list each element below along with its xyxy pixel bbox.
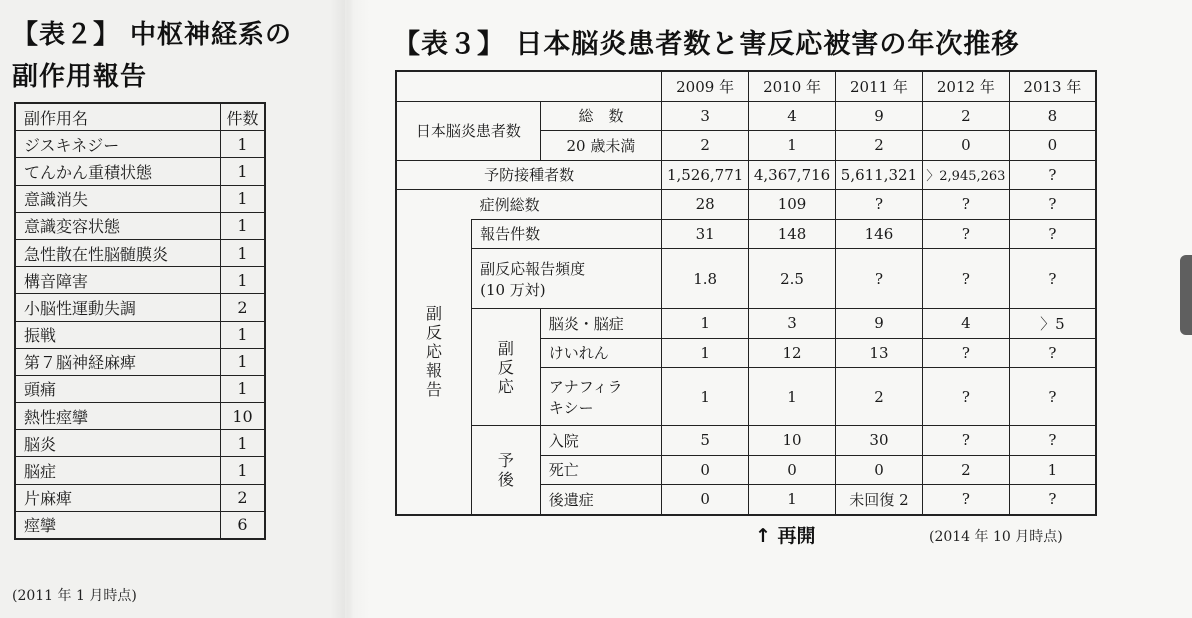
table2-row bbox=[15, 321, 265, 348]
side-effect-count: 6 bbox=[221, 511, 266, 539]
cell: 2 bbox=[922, 101, 1009, 131]
vaccinated-row bbox=[396, 160, 1096, 190]
cell: ? bbox=[922, 368, 1009, 426]
table2-title-line1: 【表２】 中枢神経系の bbox=[12, 20, 293, 50]
cell: 0 bbox=[662, 455, 749, 485]
side-effect-count: 10 bbox=[221, 403, 266, 430]
cell: ? bbox=[1009, 485, 1096, 515]
table2-row bbox=[15, 484, 265, 511]
cell: 8 bbox=[1009, 101, 1096, 131]
patients-under20-label: 20 歳未満 bbox=[540, 131, 661, 161]
cell: 1,526,771 bbox=[662, 160, 749, 190]
cell: ? bbox=[1009, 249, 1096, 309]
anaphylaxis-label bbox=[540, 368, 661, 426]
side-effect-count: 1 bbox=[221, 375, 266, 402]
year-header: 2010 年 bbox=[749, 71, 836, 101]
table2-title-line2: 副作用報告 bbox=[12, 62, 148, 92]
side-effect-name: 急性散在性脳髄膜炎 bbox=[15, 239, 221, 266]
table3-annual-trend bbox=[395, 70, 1097, 516]
cell: 1 bbox=[749, 368, 836, 426]
cell: ? bbox=[1009, 190, 1096, 220]
table2-row bbox=[15, 212, 265, 239]
side-effect-name: 意識消失 bbox=[15, 185, 221, 212]
table2-note: (2011 年 1 月時点) bbox=[12, 588, 137, 604]
cell: 0 bbox=[922, 131, 1009, 161]
side-effect-name: 小脳性運動失調 bbox=[15, 294, 221, 321]
reopen-marker: ↑ 再開 bbox=[755, 525, 816, 547]
total-cases-label: 症例総数 bbox=[472, 190, 662, 220]
side-effect-name: 意識変容状態 bbox=[15, 212, 221, 239]
side-effect-count: 1 bbox=[221, 185, 266, 212]
encephalitis-row bbox=[396, 309, 1096, 339]
side-effect-count: 1 bbox=[221, 430, 266, 457]
cell: ? bbox=[1009, 426, 1096, 456]
cell: 0 bbox=[836, 455, 923, 485]
year-header: 2013 年 bbox=[1009, 71, 1096, 101]
cell: 1 bbox=[662, 309, 749, 339]
cell: 13 bbox=[836, 338, 923, 368]
table2-row bbox=[15, 403, 265, 430]
table2-row bbox=[15, 430, 265, 457]
cell: 28 bbox=[662, 190, 749, 220]
cell: 2 bbox=[662, 131, 749, 161]
side-effect-name: 脳炎 bbox=[15, 430, 221, 457]
cell: 2 bbox=[836, 131, 923, 161]
year-header: 2011 年 bbox=[836, 71, 923, 101]
hospital-label: 入院 bbox=[540, 426, 661, 456]
cell: 109 bbox=[749, 190, 836, 220]
table2-row bbox=[15, 511, 265, 539]
cell: 5 bbox=[662, 426, 749, 456]
side-effect-name: 熱性痙攣 bbox=[15, 403, 221, 430]
side-effect-count: 1 bbox=[221, 348, 266, 375]
cell: ? bbox=[836, 249, 923, 309]
cell: 12 bbox=[749, 338, 836, 368]
side-effect-count: 1 bbox=[221, 212, 266, 239]
cell: 1.8 bbox=[662, 249, 749, 309]
cell: 3 bbox=[749, 309, 836, 339]
sequelae-label: 後遺症 bbox=[540, 485, 661, 515]
anaphylaxis-label-line1: アナフィラ bbox=[548, 377, 623, 396]
table3-corner-cell bbox=[396, 71, 662, 101]
table2-row bbox=[15, 131, 265, 158]
cell: ? bbox=[922, 190, 1009, 220]
cell: 1 bbox=[749, 131, 836, 161]
cell: 5,611,321 bbox=[836, 160, 923, 190]
table3-year-row bbox=[396, 71, 1096, 101]
table2-row bbox=[15, 267, 265, 294]
patients-total-row bbox=[396, 101, 1096, 131]
death-label: 死亡 bbox=[540, 455, 661, 485]
anaphylaxis-label-line2: キシー bbox=[548, 398, 594, 417]
table2-row bbox=[15, 185, 265, 212]
side-effect-count: 1 bbox=[221, 457, 266, 484]
report-group-label bbox=[396, 190, 472, 515]
reaction-group-text: 副 反 応 bbox=[497, 338, 514, 396]
cell: ? bbox=[922, 338, 1009, 368]
side-effect-count: 1 bbox=[221, 239, 266, 266]
side-effect-count: 1 bbox=[221, 267, 266, 294]
side-effect-count: 1 bbox=[221, 158, 266, 185]
table2-row bbox=[15, 158, 265, 185]
hospital-row bbox=[396, 426, 1096, 456]
patients-total-label: 総 数 bbox=[540, 101, 661, 131]
cell: 9 bbox=[836, 101, 923, 131]
cell: ? bbox=[1009, 338, 1096, 368]
cell: 10 bbox=[749, 426, 836, 456]
cell: 〉2,945,263 bbox=[922, 160, 1009, 190]
cell: 0 bbox=[749, 455, 836, 485]
binder-edge-mark bbox=[1180, 255, 1192, 335]
total-cases-row bbox=[396, 190, 1096, 220]
table3-note: (2014 年 10 月時点) bbox=[929, 529, 1063, 545]
side-effect-count: 2 bbox=[221, 294, 266, 321]
cell: 0 bbox=[1009, 131, 1096, 161]
cell: 2.5 bbox=[749, 249, 836, 309]
report-count-row bbox=[396, 219, 1096, 249]
cell: 9 bbox=[836, 309, 923, 339]
cell: ? bbox=[1009, 368, 1096, 426]
cell: 1 bbox=[749, 485, 836, 515]
table2-header-count: 件数 bbox=[221, 103, 266, 131]
cell: 148 bbox=[749, 219, 836, 249]
cell: 1 bbox=[662, 368, 749, 426]
cell: 2 bbox=[836, 368, 923, 426]
prognosis-group-label bbox=[472, 426, 541, 515]
cell: 3 bbox=[662, 101, 749, 131]
side-effect-name: 頭痛 bbox=[15, 375, 221, 402]
side-effect-name: 痙攣 bbox=[15, 511, 221, 539]
frequency-label-line1: 副反応報告頻度 bbox=[480, 259, 586, 278]
side-effect-name: てんかん重積状態 bbox=[15, 158, 221, 185]
cell: 31 bbox=[662, 219, 749, 249]
side-effect-name: ジスキネジー bbox=[15, 131, 221, 158]
cell: ? bbox=[922, 249, 1009, 309]
vaccinated-label: 予防接種者数 bbox=[396, 160, 662, 190]
cell: ? bbox=[1009, 160, 1096, 190]
side-effect-name: 片麻痺 bbox=[15, 484, 221, 511]
year-header: 2009 年 bbox=[662, 71, 749, 101]
side-effect-count: 1 bbox=[221, 131, 266, 158]
table2-side-effects bbox=[14, 102, 266, 540]
side-effect-name: 脳症 bbox=[15, 457, 221, 484]
frequency-row bbox=[396, 249, 1096, 309]
cell: ? bbox=[1009, 219, 1096, 249]
cell: 30 bbox=[836, 426, 923, 456]
encephalitis-label: 脳炎・脳症 bbox=[540, 309, 661, 339]
cell: 未回復 2 bbox=[836, 485, 923, 515]
cell: 2 bbox=[922, 455, 1009, 485]
cell: 〉5 bbox=[1009, 309, 1096, 339]
cell: 4 bbox=[749, 101, 836, 131]
cell: ? bbox=[922, 426, 1009, 456]
side-effect-name: 構音障害 bbox=[15, 267, 221, 294]
cell: 4 bbox=[922, 309, 1009, 339]
report-group-text: 副 反 応 報 告 bbox=[426, 304, 443, 400]
side-effect-count: 2 bbox=[221, 484, 266, 511]
cell: 4,367,716 bbox=[749, 160, 836, 190]
side-effect-name: 第７脳神経麻痺 bbox=[15, 348, 221, 375]
cell: ? bbox=[836, 190, 923, 220]
table2-row bbox=[15, 375, 265, 402]
table2-row bbox=[15, 348, 265, 375]
table2-header-row bbox=[15, 103, 265, 131]
prognosis-group-text: 予 後 bbox=[497, 450, 514, 489]
convulsion-label: けいれん bbox=[540, 338, 661, 368]
cell: 1 bbox=[1009, 455, 1096, 485]
side-effect-name: 振戦 bbox=[15, 321, 221, 348]
report-count-label: 報告件数 bbox=[472, 219, 662, 249]
frequency-label bbox=[472, 249, 662, 309]
cell: ? bbox=[922, 219, 1009, 249]
page-fold-shadow bbox=[330, 0, 370, 618]
side-effect-count: 1 bbox=[221, 321, 266, 348]
table2-row bbox=[15, 457, 265, 484]
frequency-label-line2: (10 万対) bbox=[480, 280, 546, 299]
year-header: 2012 年 bbox=[922, 71, 1009, 101]
reaction-group-label bbox=[472, 309, 541, 426]
cell: 0 bbox=[662, 485, 749, 515]
cell: ? bbox=[922, 485, 1009, 515]
table2-row bbox=[15, 239, 265, 266]
table2-row bbox=[15, 294, 265, 321]
table3-title: 【表３】 日本脳炎患者数と害反応被害の年次推移 bbox=[393, 29, 1020, 60]
cell: 1 bbox=[662, 338, 749, 368]
table2-header-name: 副作用名 bbox=[15, 103, 221, 131]
patients-label: 日本脳炎患者数 bbox=[396, 101, 540, 160]
cell: 146 bbox=[836, 219, 923, 249]
